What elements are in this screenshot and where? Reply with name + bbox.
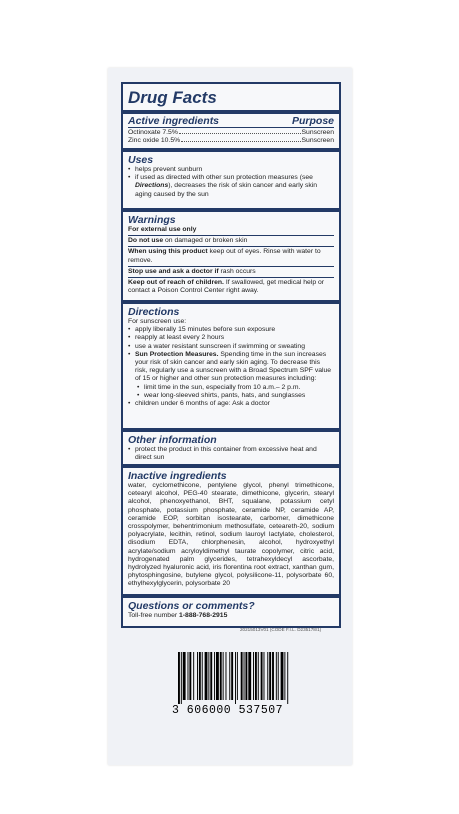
barcode-bar bbox=[216, 652, 219, 700]
barcode-bar bbox=[229, 652, 230, 700]
list-item: • wear long-sleeved shirts, pants, hats, and sunglasses bbox=[128, 392, 334, 400]
barcode-bar bbox=[269, 652, 271, 700]
barcode-bar bbox=[193, 652, 194, 700]
active-ingredient-row bbox=[128, 137, 334, 145]
barcode-bar bbox=[278, 652, 279, 700]
drug-facts-title: Drug Facts bbox=[128, 88, 217, 107]
lot-code: 20215013V01 (CODE F.I.L. D235178/1) bbox=[240, 627, 322, 632]
barcode-bar bbox=[178, 652, 180, 704]
other-information-section bbox=[123, 428, 339, 462]
uses-list bbox=[123, 166, 339, 199]
questions-heading: Questions or comments? bbox=[128, 600, 255, 612]
other-information-heading: Other information bbox=[128, 434, 217, 446]
list-item: • if used as directed with other sun protection measures (see Directions), decreases the risk of skin cancer and early skin aging caused by the sun bbox=[128, 174, 334, 199]
list-item: • use a water resistant sunscreen if swimming or sweating bbox=[128, 343, 334, 351]
ingredient-purpose: Sunscreen bbox=[301, 129, 334, 136]
list-item: • reapply at least every 2 hours bbox=[128, 334, 334, 342]
barcode-bar bbox=[245, 652, 247, 700]
barcode-bar bbox=[276, 652, 277, 700]
questions-text: Toll-free number 1-888-768-2915 bbox=[128, 612, 228, 619]
ingredient-name: Octinoxate 7.5% bbox=[128, 129, 178, 136]
list-item: • helps prevent sunburn bbox=[128, 166, 334, 174]
when-using-text: When using this product keep out of eyes. Rinse with water to remove. bbox=[128, 248, 321, 264]
divider bbox=[128, 235, 334, 236]
barcode-bar bbox=[231, 652, 233, 700]
keep-out-text: Keep out of reach of children. If swallowed, get medical help or contact a Poison Control Center right away. bbox=[128, 279, 325, 295]
barcode-bar bbox=[284, 652, 285, 700]
inactive-ingredients-heading: Inactive ingredients bbox=[128, 470, 227, 482]
list-item: • Sun Protection Measures. Spending time in the sun increases your risk of skin cancer and early skin aging. To decrease this risk, regularly use a sunscreen with a Broad Spectrum SPF value of 15 or higher and other sun protection measures including: bbox=[128, 351, 334, 384]
do-not-use-text: Do not use on damaged or broken skin bbox=[128, 237, 248, 245]
barcode-bar bbox=[189, 652, 191, 700]
barcode-bar bbox=[253, 652, 254, 700]
barcode-bar bbox=[235, 652, 236, 704]
barcode-bar bbox=[183, 652, 186, 700]
divider bbox=[128, 246, 334, 247]
barcode-bar bbox=[244, 652, 245, 700]
warnings-heading: Warnings bbox=[128, 214, 176, 226]
inactive-ingredients-section bbox=[123, 464, 339, 589]
barcode-bar bbox=[267, 652, 268, 700]
barcode-bar bbox=[188, 652, 189, 700]
directions-section bbox=[123, 300, 339, 408]
list-item: • protect the product in this container from excessive heat and direct sun bbox=[128, 446, 334, 462]
active-header-row bbox=[128, 115, 334, 128]
barcode-bar bbox=[255, 652, 257, 700]
barcode-bar bbox=[220, 652, 222, 700]
questions-section bbox=[123, 594, 339, 620]
stop-use-text: Stop use and ask a doctor if rash occurs bbox=[128, 267, 256, 275]
uses-section bbox=[123, 148, 339, 199]
ingredient-purpose: Sunscreen bbox=[301, 137, 334, 145]
barcode-bar bbox=[264, 652, 265, 700]
warnings-section bbox=[123, 208, 339, 295]
inactive-ingredients-text: water, cyclomethicone, pentylene glycol, phenyl trimethicone, cetearyl alcohol, PEG-40 stearate, dimethicone, glycerin, stearyl alcohol, phenoxyethanol, BHT, squalane, potassium cetyl phosphate, potassium phosphate, ceramide NP, ceramide AP, ceramide EOP, sorbitan isostearate, carbomer, dimethicone crosspolymer, behentrimonium methosulfate, ceteareth-20, sodium polyacrylate, lecithin, retinol, sodium lauroyl lactylate, cholesterol, disodium EDTA, chlorphenesin, alcohol, hydroxyethyl acrylate/sodium acryloyldimethyl taurate copolymer, citric acid, hydrogenated palm glycerides, tetrahexyldecyl ascorbate, hydrolyzed hyaluronic acid, iris florentina root extract, xanthan gum, phytosphingosine, butylene glycol, polysilicone-11, polysorbate 60, ethylhexylglycerin, polysorbate 20 bbox=[128, 482, 334, 588]
divider bbox=[128, 266, 334, 267]
leader-dots bbox=[179, 133, 301, 134]
barcode-bar bbox=[223, 652, 224, 700]
directions-intro: For sunscreen use: bbox=[128, 318, 187, 325]
barcode-bar bbox=[272, 652, 274, 700]
active-ingredient-row bbox=[128, 129, 334, 137]
barcode-bar bbox=[258, 652, 259, 700]
barcode-bar bbox=[248, 652, 251, 700]
barcode-bar bbox=[214, 652, 215, 700]
active-ingredients-section bbox=[123, 110, 339, 145]
external-use-text: For external use only bbox=[128, 226, 197, 233]
leader-dots bbox=[181, 141, 300, 142]
barcode-bar bbox=[226, 652, 227, 700]
active-ingredients-heading: Active ingredients bbox=[128, 115, 220, 127]
barcode-bar bbox=[181, 652, 182, 704]
other-information-list bbox=[123, 446, 339, 462]
directions-heading: Directions bbox=[128, 306, 180, 318]
barcode-bar bbox=[281, 652, 284, 700]
uses-heading: Uses bbox=[128, 154, 154, 166]
barcode-bar bbox=[197, 652, 198, 700]
phone-number: 1-888-768-2915 bbox=[179, 612, 228, 619]
barcode-bar bbox=[237, 652, 238, 700]
ingredient-name: Zinc oxide 10.5% bbox=[128, 137, 181, 145]
list-item: • children under 6 months of age: Ask a doctor bbox=[128, 400, 334, 408]
barcode-bar bbox=[241, 652, 243, 700]
barcode-bar bbox=[261, 652, 263, 700]
drug-facts-panel bbox=[121, 82, 341, 628]
divider bbox=[128, 277, 334, 278]
barcode bbox=[172, 648, 322, 728]
barcode-digits: 3 606000 537507 bbox=[172, 704, 284, 717]
directions-list bbox=[123, 326, 339, 408]
barcode-bar bbox=[205, 652, 208, 700]
barcode-bar bbox=[287, 652, 288, 704]
barcode-bar bbox=[202, 652, 203, 700]
purpose-heading: Purpose bbox=[291, 115, 334, 127]
list-item: • apply liberally 15 minutes before sun exposure bbox=[128, 326, 334, 334]
barcode-bar bbox=[199, 652, 201, 700]
list-item: • limit time in the sun, especially from 10 a.m.– 2 p.m. bbox=[128, 384, 334, 392]
barcode-bar bbox=[208, 652, 209, 700]
barcode-bar bbox=[210, 652, 212, 700]
barcode-bars bbox=[178, 652, 322, 704]
